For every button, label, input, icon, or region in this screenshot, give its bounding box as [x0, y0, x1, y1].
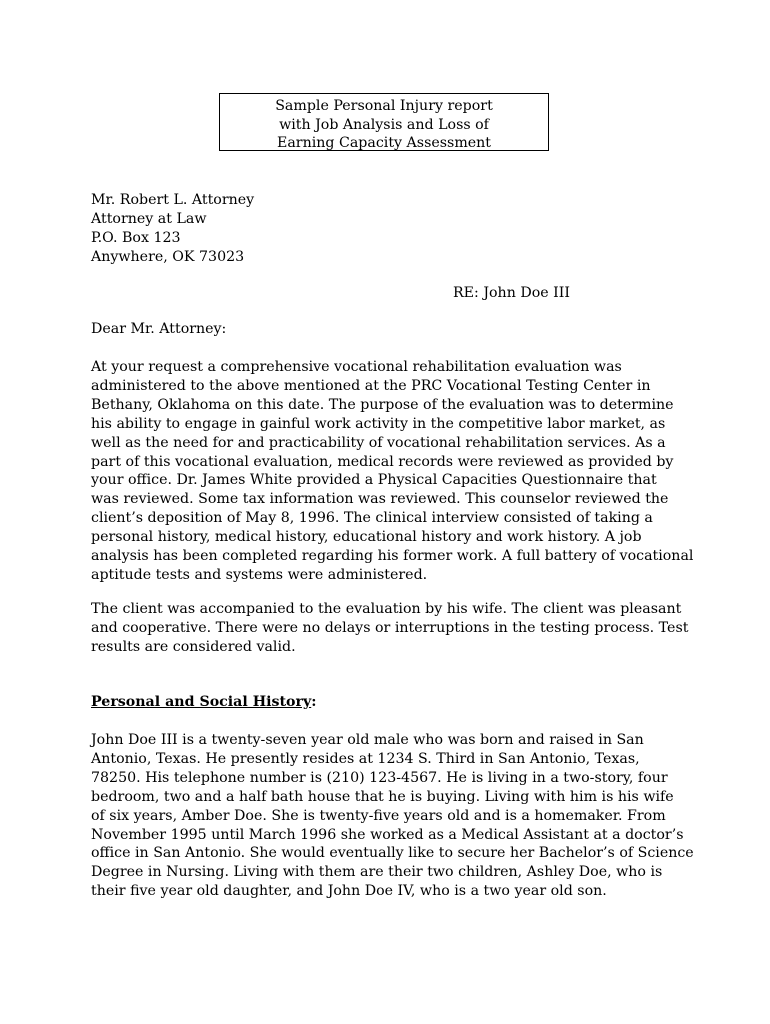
- section-heading: [91, 693, 316, 712]
- paragraph-line: John Doe III is a twenty-seven year old male who was born and raised in San: [91, 732, 644, 748]
- paragraph-line: Antonio, Texas. He presently resides at 1234 S. Third in San Antonio, Texas,: [91, 750, 640, 767]
- paragraph-line: was reviewed. Some tax information was reviewed. This counselor reviewed the: [91, 491, 669, 508]
- re-line: RE: John Doe III: [453, 285, 570, 301]
- section-heading-colon: :: [311, 694, 317, 710]
- paragraph-line: well as the need for and practicability of vocational rehabilitation services. As a: [91, 434, 666, 451]
- paragraph-line: their five year old daughter, and John Doe IV, who is a two year old son.: [91, 883, 607, 900]
- title-line: with Job Analysis and Loss of: [279, 116, 489, 133]
- paragraph-line: client’s deposition of May 8, 1996. The clinical interview consisted of taking a: [91, 510, 653, 527]
- paragraph-client-demeanor: [91, 600, 691, 657]
- salutation: Dear Mr. Attorney:: [91, 321, 227, 337]
- title-line: Earning Capacity Assessment: [276, 135, 492, 151]
- address-line: Attorney at Law: [91, 210, 207, 227]
- paragraph-personal-history: [91, 731, 694, 901]
- paragraph-line: aptitude tests and systems were administered.: [91, 566, 428, 583]
- paragraph-line: office in San Antonio. She would eventually like to secure her Bachelor’s of Science: [91, 845, 694, 862]
- paragraph-line: 78250. His telephone number is (210) 123-4567. He is living in a two-story, four: [91, 769, 668, 786]
- paragraph-line: Degree in Nursing. Living with them are their two children, Ashley Doe, who is: [91, 864, 663, 881]
- paragraph-line: results are considered valid.: [91, 638, 296, 655]
- address-line: P.O. Box 123: [91, 229, 181, 246]
- paragraph-line: At your request a comprehensive vocational rehabilitation evaluation was: [91, 359, 622, 375]
- paragraph-line: and cooperative. There were no delays or interruptions in the testing process. Test: [91, 619, 689, 636]
- paragraph-line: of six years, Amber Doe. She is twenty-five years old and is a homemaker. From: [91, 807, 666, 824]
- paragraph-evaluation: [91, 358, 694, 585]
- address-line: Mr. Robert L. Attorney: [91, 192, 255, 208]
- section-heading-text: Personal and Social History: [91, 694, 312, 710]
- paragraph-line: part of this vocational evaluation, medical records were reviewed as provided by: [91, 453, 674, 470]
- address-line: Anywhere, OK 73023: [91, 248, 245, 265]
- paragraph-line: your office. Dr. James White provided a Physical Capacities Questionnaire that: [91, 472, 657, 489]
- paragraph-line: administered to the above mentioned at the PRC Vocational Testing Center in: [91, 377, 651, 394]
- title-box: [219, 93, 549, 151]
- paragraph-line: Bethany, Oklahoma on this date. The purpose of the evaluation was to determine: [91, 396, 674, 413]
- paragraph-line: The client was accompanied to the evaluation by his wife. The client was pleasant: [91, 601, 682, 617]
- paragraph-line: November 1995 until March 1996 she worked as a Medical Assistant at a doctor’s: [91, 826, 684, 843]
- paragraph-line: personal history, medical history, educational history and work history. A job: [91, 529, 642, 546]
- paragraph-line: his ability to engage in gainful work activity in the competitive labor market, as: [91, 415, 666, 432]
- title-line: Sample Personal Injury report: [275, 98, 493, 114]
- paragraph-line: bedroom, two and a half bath house that he is buying. Living with him is his wife: [91, 788, 674, 805]
- recipient-address: [91, 191, 691, 267]
- paragraph-line: analysis has been completed regarding his former work. A full battery of vocational: [91, 548, 694, 565]
